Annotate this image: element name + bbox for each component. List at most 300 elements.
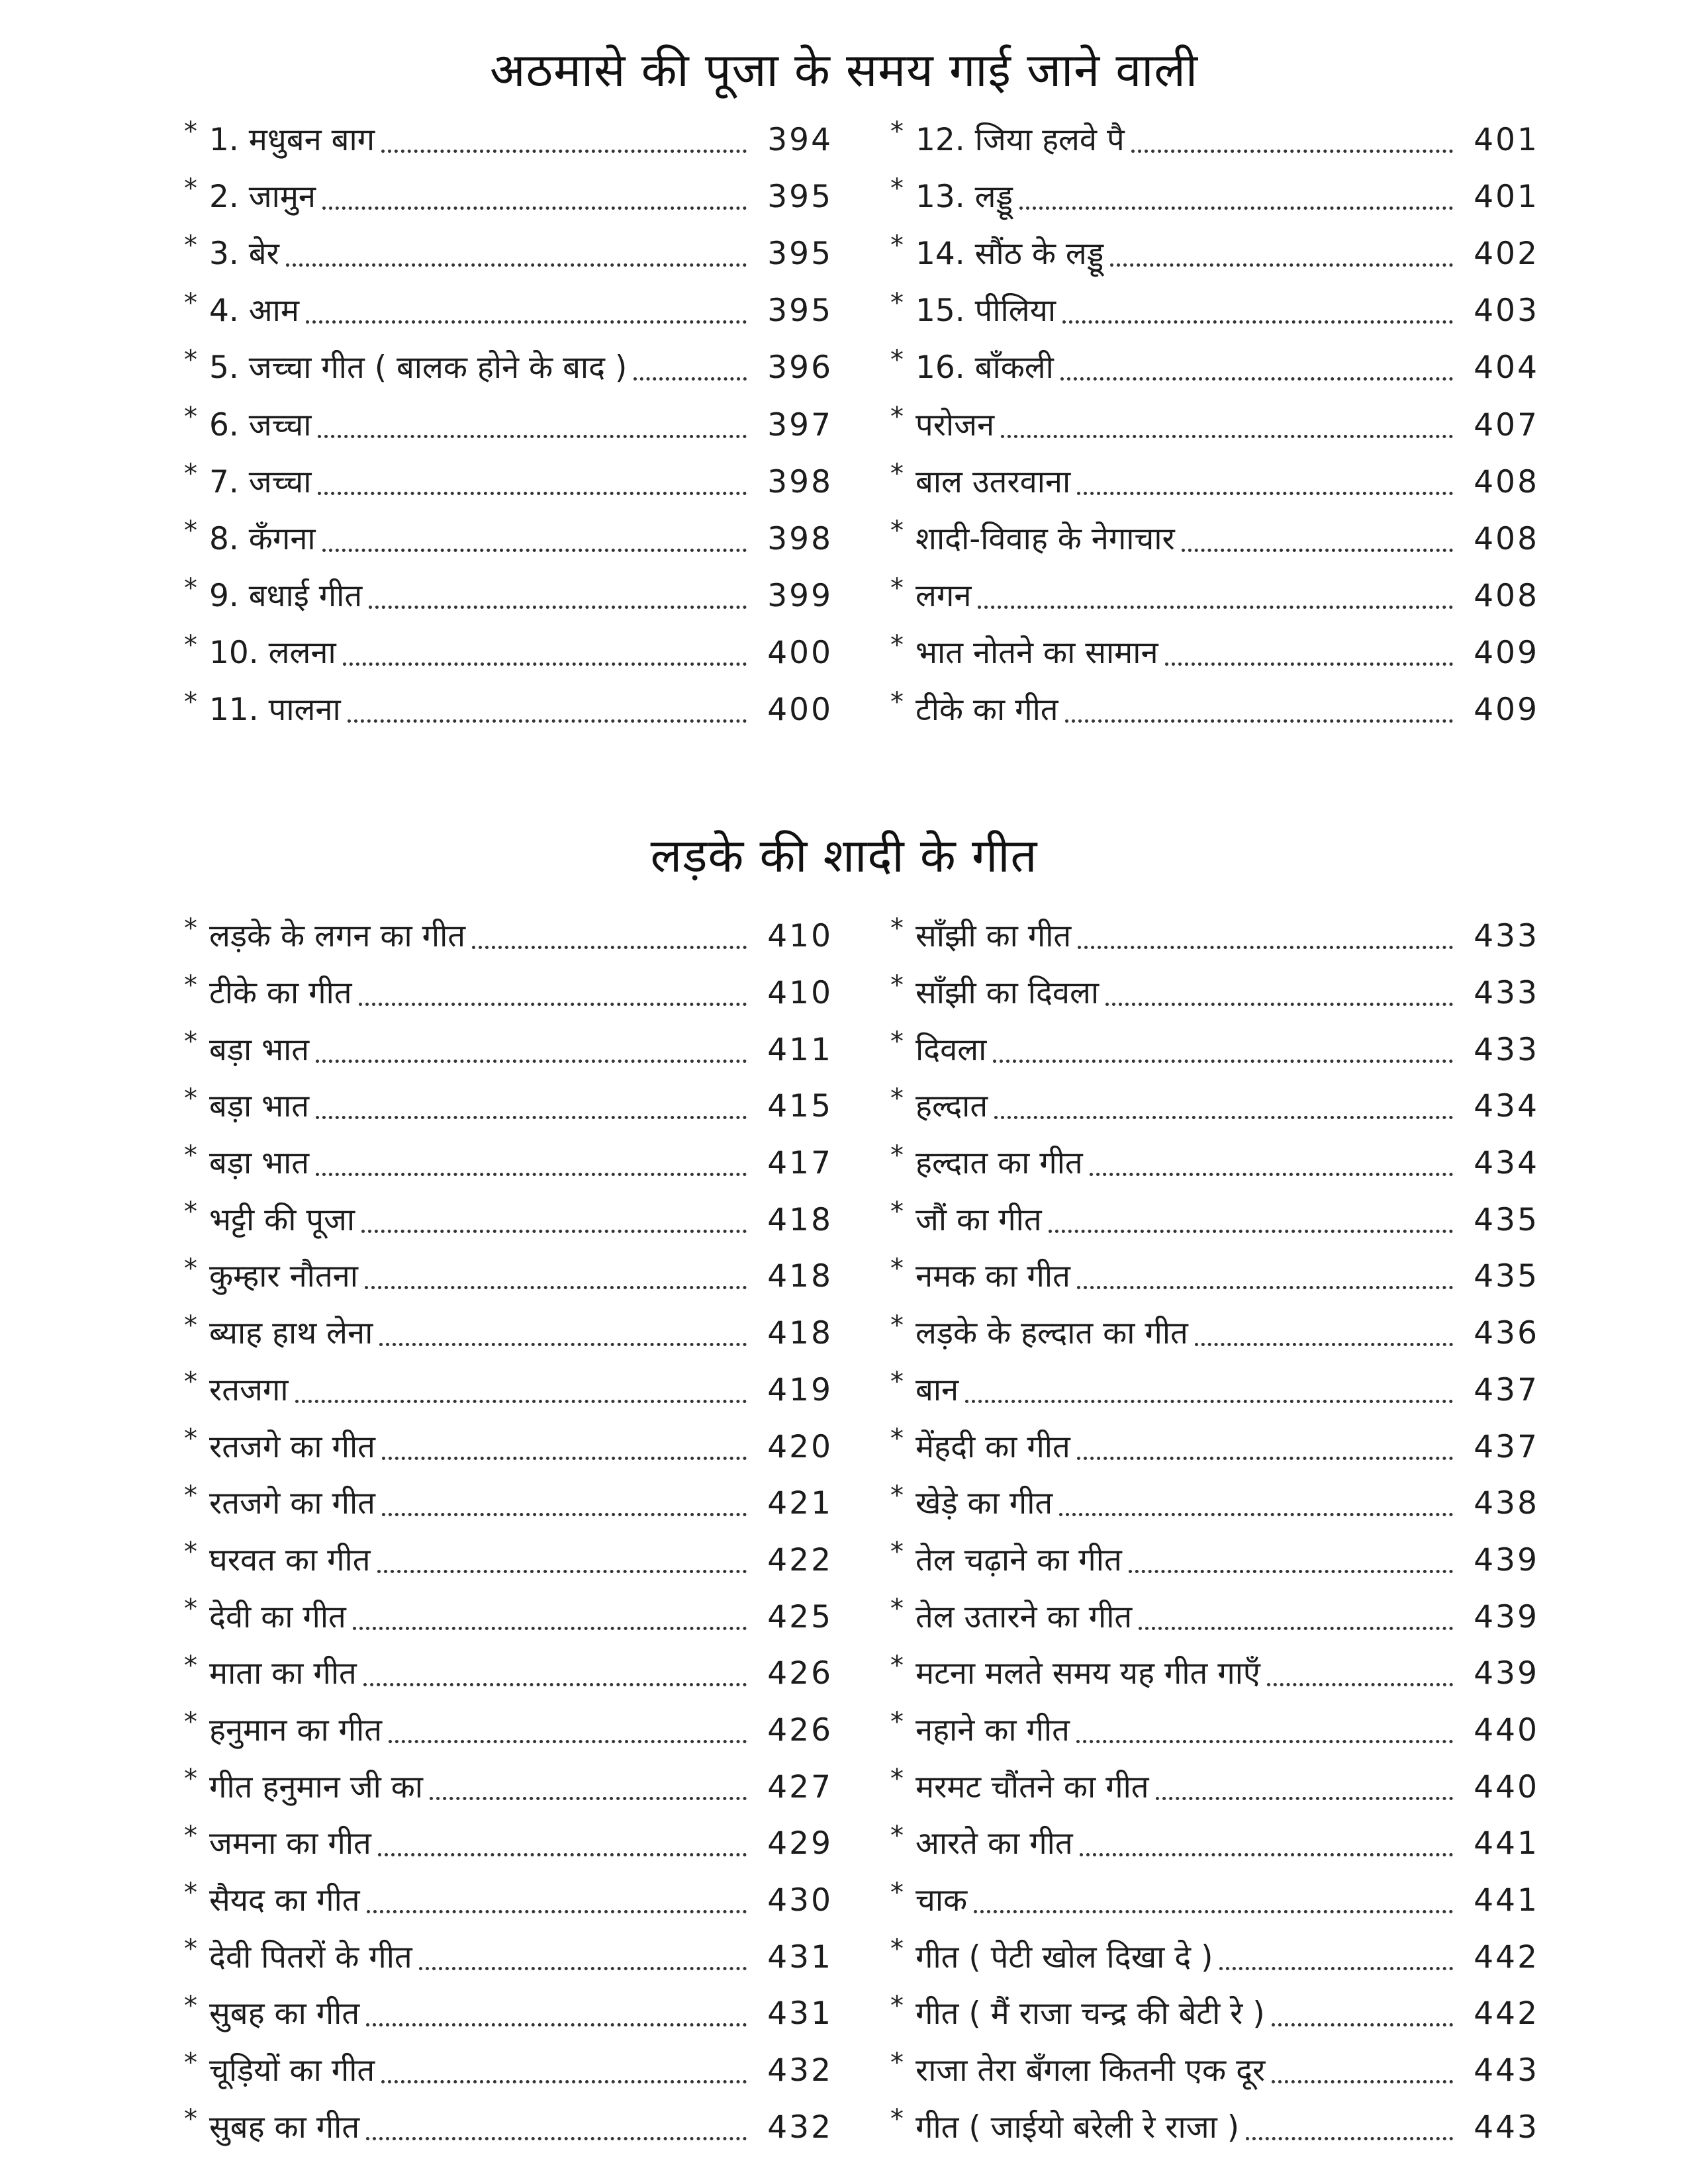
dot-leader xyxy=(381,2073,747,2083)
section-1-right-column xyxy=(890,111,1539,739)
bullet-asterisk-icon: * xyxy=(184,116,197,148)
bullet-asterisk-icon: * xyxy=(184,1820,197,1851)
entry-title: शादी-विवाह के नेगाचार xyxy=(915,520,1175,557)
dot-leader xyxy=(353,1620,747,1630)
dot-leader xyxy=(978,599,1453,609)
dot-leader xyxy=(1165,656,1453,666)
entry-page-number: 395 xyxy=(767,293,833,330)
entry-title: ब्याह हाथ लेना xyxy=(209,1315,373,1352)
bullet-asterisk-icon: * xyxy=(890,1877,904,1908)
index-entry xyxy=(184,1645,833,1702)
bullet-asterisk-icon: * xyxy=(184,1480,197,1511)
index-entry xyxy=(184,111,833,168)
dot-leader xyxy=(1110,257,1453,267)
entry-page-number: 409 xyxy=(1474,692,1539,729)
index-entry xyxy=(890,283,1539,340)
dot-leader xyxy=(1049,1223,1453,1233)
bullet-asterisk-icon: * xyxy=(184,686,197,717)
index-entry xyxy=(890,1135,1539,1192)
bullet-asterisk-icon: * xyxy=(184,1140,197,1171)
index-entry xyxy=(890,453,1539,510)
entry-title: सैयद का गीत xyxy=(209,1882,360,1919)
section-1-left-column xyxy=(184,111,833,739)
entry-page-number: 435 xyxy=(1474,1258,1539,1295)
index-entry xyxy=(890,1815,1539,1872)
index-entry xyxy=(184,510,833,567)
dot-leader xyxy=(316,1109,747,1119)
bullet-asterisk-icon: * xyxy=(890,1650,904,1681)
entry-page-number: 439 xyxy=(1474,1541,1539,1578)
entry-page-number: 399 xyxy=(767,578,833,615)
bullet-asterisk-icon: * xyxy=(890,1537,904,1568)
entry-page-number: 437 xyxy=(1474,1428,1539,1465)
entry-title: आरते का गीत xyxy=(915,1825,1073,1862)
dot-leader xyxy=(348,713,747,723)
entry-page-number: 426 xyxy=(767,1655,833,1692)
entry-title: रतजगा xyxy=(209,1371,289,1408)
index-entry xyxy=(184,225,833,282)
dot-leader xyxy=(1076,1733,1453,1743)
entry-page-number: 440 xyxy=(1474,1768,1539,1805)
section-2-right-column xyxy=(890,908,1539,2156)
bullet-asterisk-icon: * xyxy=(890,1253,904,1284)
dot-leader xyxy=(1156,1790,1453,1800)
entry-title: 2. जामुन xyxy=(209,178,316,215)
dot-leader xyxy=(366,2130,747,2140)
entry-title: तेल चढ़ाने का गीत xyxy=(915,1541,1122,1578)
dot-leader xyxy=(367,1903,747,1913)
dot-leader xyxy=(419,1960,747,1970)
section-2-left-column xyxy=(184,908,833,2156)
entry-title: 4. आम xyxy=(209,293,299,330)
dot-leader xyxy=(306,314,747,324)
index-entry xyxy=(184,1985,833,2042)
entry-page-number: 421 xyxy=(767,1485,833,1522)
bullet-asterisk-icon: * xyxy=(890,913,904,944)
dot-leader xyxy=(1065,713,1453,723)
dot-leader xyxy=(1080,1846,1453,1856)
index-entry xyxy=(890,908,1539,965)
dot-leader xyxy=(1077,1279,1453,1289)
bullet-asterisk-icon: * xyxy=(184,970,197,1001)
index-entry xyxy=(184,965,833,1022)
bullet-asterisk-icon: * xyxy=(890,1764,904,1795)
dot-leader xyxy=(1077,1450,1453,1460)
index-entry xyxy=(184,2042,833,2099)
entry-page-number: 420 xyxy=(767,1428,833,1465)
bullet-asterisk-icon: * xyxy=(184,1310,197,1341)
bullet-asterisk-icon: * xyxy=(890,344,904,375)
entry-page-number: 431 xyxy=(767,1938,833,1976)
index-entry xyxy=(184,1588,833,1645)
entry-page-number: 410 xyxy=(767,975,833,1012)
index-entry xyxy=(184,1305,833,1362)
index-entry xyxy=(890,1872,1539,1929)
index-entry xyxy=(184,1872,833,1929)
dot-leader xyxy=(994,1109,1453,1119)
section-1-title: अठमासे की पूजा के समय गाई जाने वाली xyxy=(490,42,1198,97)
index-entry xyxy=(890,1362,1539,1419)
bullet-asterisk-icon: * xyxy=(890,459,904,490)
index-entry xyxy=(890,396,1539,453)
entry-page-number: 407 xyxy=(1474,406,1539,443)
entry-page-number: 395 xyxy=(767,178,833,215)
index-entry xyxy=(184,1248,833,1305)
dot-leader xyxy=(1077,485,1453,495)
entry-page-number: 431 xyxy=(767,1995,833,2032)
index-entry xyxy=(890,340,1539,396)
bullet-asterisk-icon: * xyxy=(184,1877,197,1908)
dot-leader xyxy=(974,1903,1453,1913)
index-entry xyxy=(890,1418,1539,1475)
dot-leader xyxy=(1195,1336,1453,1346)
bullet-asterisk-icon: * xyxy=(890,2047,904,2078)
dot-leader xyxy=(1139,1620,1453,1630)
index-entry xyxy=(184,1418,833,1475)
index-entry xyxy=(890,1758,1539,1815)
entry-page-number: 398 xyxy=(767,520,833,557)
entry-page-number: 433 xyxy=(1474,975,1539,1012)
index-entry xyxy=(184,1078,833,1135)
entry-page-number: 415 xyxy=(767,1088,833,1125)
entry-title: भात नोतने का सामान xyxy=(915,635,1158,672)
dot-leader xyxy=(322,542,747,552)
entry-title: लड़के के लगन का गीत xyxy=(209,918,466,955)
entry-page-number: 418 xyxy=(767,1315,833,1352)
entry-page-number: 400 xyxy=(767,692,833,729)
bullet-asterisk-icon: * xyxy=(890,1934,904,1965)
entry-title: गीत ( मैं राजा चन्द्र की बेटी रे ) xyxy=(915,1995,1265,2032)
dot-leader xyxy=(1272,2073,1453,2083)
index-entry xyxy=(890,1985,1539,2042)
entry-page-number: 422 xyxy=(767,1541,833,1578)
entry-page-number: 410 xyxy=(767,918,833,955)
dot-leader xyxy=(381,143,747,153)
bullet-asterisk-icon: * xyxy=(890,1820,904,1851)
bullet-asterisk-icon: * xyxy=(184,173,197,205)
entry-title: 8. कँगना xyxy=(209,520,316,557)
dot-leader xyxy=(1062,314,1453,324)
entry-title: 9. बधाई गीत xyxy=(209,578,363,615)
entry-page-number: 401 xyxy=(1474,178,1539,215)
dot-leader xyxy=(366,2017,747,2026)
bullet-asterisk-icon: * xyxy=(184,913,197,944)
index-entry xyxy=(890,568,1539,625)
entry-title: बड़ा भात xyxy=(209,1088,310,1125)
bullet-asterisk-icon: * xyxy=(890,629,904,660)
entry-title: हनुमान का गीत xyxy=(209,1711,382,1749)
dot-leader xyxy=(1019,200,1453,210)
bullet-asterisk-icon: * xyxy=(890,402,904,433)
dot-leader xyxy=(993,1053,1453,1063)
dot-leader xyxy=(1131,143,1453,153)
dot-leader xyxy=(633,371,747,381)
bullet-asterisk-icon: * xyxy=(890,1140,904,1171)
entry-title: 3. बेर xyxy=(209,235,279,272)
dot-leader xyxy=(316,1166,747,1176)
bullet-asterisk-icon: * xyxy=(184,1537,197,1568)
entry-page-number: 408 xyxy=(1474,463,1539,500)
bullet-asterisk-icon: * xyxy=(184,1083,197,1114)
bullet-asterisk-icon: * xyxy=(890,1083,904,1114)
entry-title: 5. जच्चा गीत ( बालक होने के बाद ) xyxy=(209,349,628,387)
bullet-asterisk-icon: * xyxy=(184,1764,197,1795)
bullet-asterisk-icon: * xyxy=(184,344,197,375)
entry-title: परोजन xyxy=(915,406,995,443)
entry-page-number: 404 xyxy=(1474,349,1539,387)
entry-title: चूड़ियों का गीत xyxy=(209,2052,375,2089)
dot-leader xyxy=(318,428,747,438)
dot-leader xyxy=(361,1223,747,1233)
dot-leader xyxy=(316,1053,747,1063)
entry-title: गीत ( जाईयो बरेली रे राजा ) xyxy=(915,2109,1240,2146)
dot-leader xyxy=(286,257,747,267)
index-entry xyxy=(890,168,1539,225)
entry-title: मरमट चौंतने का गीत xyxy=(915,1768,1149,1805)
entry-page-number: 443 xyxy=(1474,2109,1539,2146)
dot-leader xyxy=(378,1846,747,1856)
entry-page-number: 433 xyxy=(1474,918,1539,955)
bullet-asterisk-icon: * xyxy=(184,230,197,261)
dot-leader xyxy=(1059,1506,1453,1516)
bullet-asterisk-icon: * xyxy=(184,516,197,547)
bullet-asterisk-icon: * xyxy=(184,1026,197,1058)
entry-title: 10. ललना xyxy=(209,635,336,672)
index-entry xyxy=(184,1191,833,1248)
index-entry xyxy=(184,1758,833,1815)
entry-title: 12. जिया हलवे पै xyxy=(915,121,1125,158)
index-entry xyxy=(890,1305,1539,1362)
bullet-asterisk-icon: * xyxy=(184,572,197,604)
section-2-title: लड़के की शादी के गीत xyxy=(650,828,1038,883)
bullet-asterisk-icon: * xyxy=(184,1707,197,1738)
index-entry xyxy=(890,682,1539,739)
entry-title: लड़के के हल्दात का गीत xyxy=(915,1315,1188,1352)
entry-page-number: 438 xyxy=(1474,1485,1539,1522)
dot-leader xyxy=(365,1279,747,1289)
dot-leader xyxy=(318,485,747,495)
entry-title: 16. बाँकली xyxy=(915,349,1054,387)
entry-title: साँझी का दिवला xyxy=(915,975,1100,1012)
entry-title: 1. मधुबन बाग xyxy=(209,121,375,158)
bullet-asterisk-icon: * xyxy=(184,1253,197,1284)
entry-title: गीत ( पेटी खोल दिखा दे ) xyxy=(915,1938,1213,1976)
entry-title: तेल उतारने का गीत xyxy=(915,1598,1133,1635)
entry-title: भट्टी की पूजा xyxy=(209,1201,355,1238)
index-entry xyxy=(890,625,1539,682)
dot-leader xyxy=(1272,2017,1453,2026)
index-entry xyxy=(890,2099,1539,2156)
entry-page-number: 398 xyxy=(767,463,833,500)
entry-title: रतजगे का गीत xyxy=(209,1428,375,1465)
dot-leader xyxy=(377,1563,747,1573)
bullet-asterisk-icon: * xyxy=(184,1424,197,1455)
bullet-asterisk-icon: * xyxy=(890,686,904,717)
index-entry xyxy=(890,965,1539,1022)
bullet-asterisk-icon: * xyxy=(890,1424,904,1455)
dot-leader xyxy=(1090,1166,1453,1176)
entry-page-number: 429 xyxy=(767,1825,833,1862)
entry-title: चाक xyxy=(915,1882,968,1919)
bullet-asterisk-icon: * xyxy=(184,2047,197,2078)
index-entry xyxy=(184,1702,833,1759)
bullet-asterisk-icon: * xyxy=(890,1367,904,1398)
index-entry xyxy=(184,340,833,396)
index-entry xyxy=(890,1588,1539,1645)
bullet-asterisk-icon: * xyxy=(184,1594,197,1625)
entry-title: हल्दात xyxy=(915,1088,988,1125)
entry-page-number: 418 xyxy=(767,1201,833,1238)
bullet-asterisk-icon: * xyxy=(890,1310,904,1341)
entry-page-number: 425 xyxy=(767,1598,833,1635)
dot-leader xyxy=(472,939,747,949)
entry-title: 11. पालना xyxy=(209,692,341,729)
bullet-asterisk-icon: * xyxy=(184,1197,197,1228)
entry-page-number: 434 xyxy=(1474,1145,1539,1182)
bullet-asterisk-icon: * xyxy=(184,2104,197,2135)
entry-title: नहाने का गीत xyxy=(915,1711,1070,1749)
bullet-asterisk-icon: * xyxy=(890,1480,904,1511)
dot-leader xyxy=(369,599,747,609)
entry-page-number: 433 xyxy=(1474,1031,1539,1068)
index-entry xyxy=(184,396,833,453)
dot-leader xyxy=(295,1393,747,1403)
index-entry xyxy=(184,682,833,739)
index-entry xyxy=(184,1815,833,1872)
bullet-asterisk-icon: * xyxy=(184,1650,197,1681)
dot-leader xyxy=(430,1790,747,1800)
bullet-asterisk-icon: * xyxy=(890,230,904,261)
entry-title: सुबह का गीत xyxy=(209,2109,360,2146)
entry-title: मेंहदी का गीत xyxy=(915,1428,1070,1465)
entry-page-number: 427 xyxy=(767,1768,833,1805)
entry-page-number: 400 xyxy=(767,635,833,672)
bullet-asterisk-icon: * xyxy=(890,970,904,1001)
entry-page-number: 402 xyxy=(1474,235,1539,272)
entry-title: राजा तेरा बँगला कितनी एक दूर xyxy=(915,2052,1266,2089)
index-entry xyxy=(184,625,833,682)
entry-title: 13. लड्डू xyxy=(915,178,1013,215)
entry-title: खेड़े का गीत xyxy=(915,1485,1053,1522)
entry-page-number: 432 xyxy=(767,2109,833,2146)
entry-title: 15. पीलिया xyxy=(915,293,1056,330)
entry-title: बाल उतरवाना xyxy=(915,463,1071,500)
entry-title: कुम्हार नौतना xyxy=(209,1258,358,1295)
dot-leader xyxy=(379,1336,747,1346)
entry-page-number: 436 xyxy=(1474,1315,1539,1352)
entry-title: साँझी का गीत xyxy=(915,918,1072,955)
entry-page-number: 442 xyxy=(1474,1995,1539,2032)
entry-title: दिवला xyxy=(915,1031,987,1068)
dot-leader xyxy=(965,1393,1453,1403)
bullet-asterisk-icon: * xyxy=(890,516,904,547)
index-entry xyxy=(890,1475,1539,1532)
bullet-asterisk-icon: * xyxy=(890,1990,904,2021)
dot-leader xyxy=(1001,428,1453,438)
dot-leader xyxy=(359,996,747,1006)
dot-leader xyxy=(1267,1676,1453,1686)
entry-title: जौं का गीत xyxy=(915,1201,1042,1238)
entry-title: टीके का गीत xyxy=(209,975,352,1012)
entry-page-number: 396 xyxy=(767,349,833,387)
bullet-asterisk-icon: * xyxy=(890,1594,904,1625)
entry-title: 14. सौंठ के लड्डू xyxy=(915,235,1104,272)
entry-page-number: 432 xyxy=(767,2052,833,2089)
entry-page-number: 419 xyxy=(767,1371,833,1408)
entry-page-number: 408 xyxy=(1474,578,1539,615)
index-entry xyxy=(890,1248,1539,1305)
entry-title: टीके का गीत xyxy=(915,692,1058,729)
index-entry xyxy=(184,1021,833,1078)
bullet-asterisk-icon: * xyxy=(890,1197,904,1228)
entry-page-number: 395 xyxy=(767,235,833,272)
entry-title: सुबह का गीत xyxy=(209,1995,360,2032)
index-entry xyxy=(184,453,833,510)
dot-leader xyxy=(1182,542,1453,552)
bullet-asterisk-icon: * xyxy=(184,1367,197,1398)
bullet-asterisk-icon: * xyxy=(184,1990,197,2021)
dot-leader xyxy=(382,1450,747,1460)
bullet-asterisk-icon: * xyxy=(890,116,904,148)
entry-title: मटना मलते समय यह गीत गाएँ xyxy=(915,1655,1260,1692)
dot-leader xyxy=(382,1506,747,1516)
bullet-asterisk-icon: * xyxy=(890,572,904,604)
bullet-asterisk-icon: * xyxy=(890,2104,904,2135)
dot-leader xyxy=(1078,939,1453,949)
entry-page-number: 440 xyxy=(1474,1711,1539,1749)
entry-title: 7. जच्चा xyxy=(209,463,312,500)
dot-leader xyxy=(1219,1960,1453,1970)
entry-title: देवी पितरों के गीत xyxy=(209,1938,412,1976)
index-entry xyxy=(184,1929,833,1985)
dot-leader xyxy=(363,1676,747,1686)
index-entry xyxy=(890,1929,1539,1985)
entry-page-number: 426 xyxy=(767,1711,833,1749)
bullet-asterisk-icon: * xyxy=(184,1934,197,1965)
entry-title: बड़ा भात xyxy=(209,1031,310,1068)
entry-page-number: 418 xyxy=(767,1258,833,1295)
entry-page-number: 435 xyxy=(1474,1201,1539,1238)
entry-title: लगन xyxy=(915,578,972,615)
bullet-asterisk-icon: * xyxy=(890,1707,904,1738)
entry-title: बान xyxy=(915,1371,959,1408)
dot-leader xyxy=(322,200,747,210)
index-entry xyxy=(184,1135,833,1192)
bullet-asterisk-icon: * xyxy=(184,629,197,660)
entry-page-number: 394 xyxy=(767,121,833,158)
entry-page-number: 437 xyxy=(1474,1371,1539,1408)
entry-page-number: 430 xyxy=(767,1882,833,1919)
entry-title: देवी का गीत xyxy=(209,1598,346,1635)
index-entry xyxy=(890,111,1539,168)
entry-page-number: 434 xyxy=(1474,1088,1539,1125)
dot-leader xyxy=(343,656,747,666)
index-entry xyxy=(184,908,833,965)
entry-page-number: 443 xyxy=(1474,2052,1539,2089)
index-entry xyxy=(890,1645,1539,1702)
index-entry xyxy=(184,2099,833,2156)
index-entry xyxy=(184,283,833,340)
entry-page-number: 417 xyxy=(767,1145,833,1182)
entry-title: माता का गीत xyxy=(209,1655,357,1692)
index-entry xyxy=(890,2042,1539,2099)
index-entry xyxy=(890,225,1539,282)
entry-page-number: 439 xyxy=(1474,1598,1539,1635)
dot-leader xyxy=(389,1733,747,1743)
index-entry xyxy=(890,1021,1539,1078)
entry-title: नमक का गीत xyxy=(915,1258,1070,1295)
entry-title: हल्दात का गीत xyxy=(915,1145,1083,1182)
